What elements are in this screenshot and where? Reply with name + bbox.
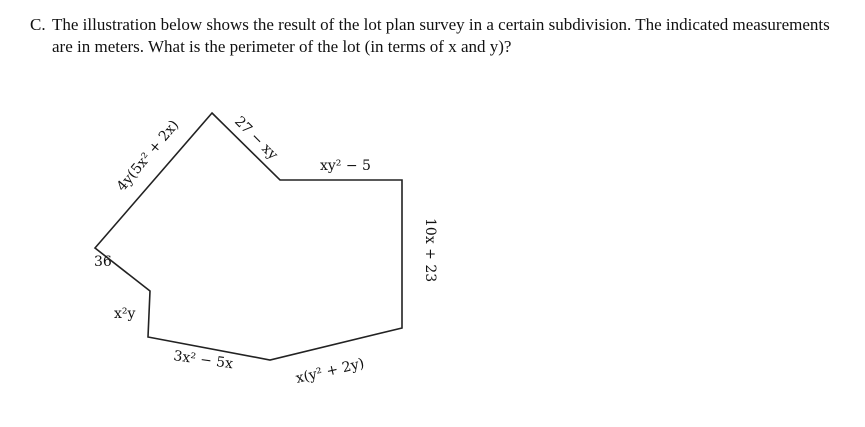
label-left-long: 4y(5x² + 2x) — [113, 117, 183, 195]
label-notch-bottom: x²y — [114, 306, 136, 322]
question-body: The illustration below shows the result of the lot plan survey in a certain subdivision. The indicated measurements are in meters. What is the perimeter of the lot (in terms of x and y)? — [52, 15, 830, 56]
label-notch-top: 36 — [94, 254, 112, 270]
lot-outline — [95, 113, 402, 360]
label-top-right: xy² − 5 — [320, 158, 371, 174]
label-bottom-left: 3x² − 5x — [172, 348, 234, 373]
question-label: C. — [30, 15, 46, 34]
label-right: 10x + 23 — [422, 218, 438, 283]
label-bottom-right: x(y² + 2y) — [294, 355, 366, 387]
label-top-slant: 27 − xy — [231, 113, 281, 164]
